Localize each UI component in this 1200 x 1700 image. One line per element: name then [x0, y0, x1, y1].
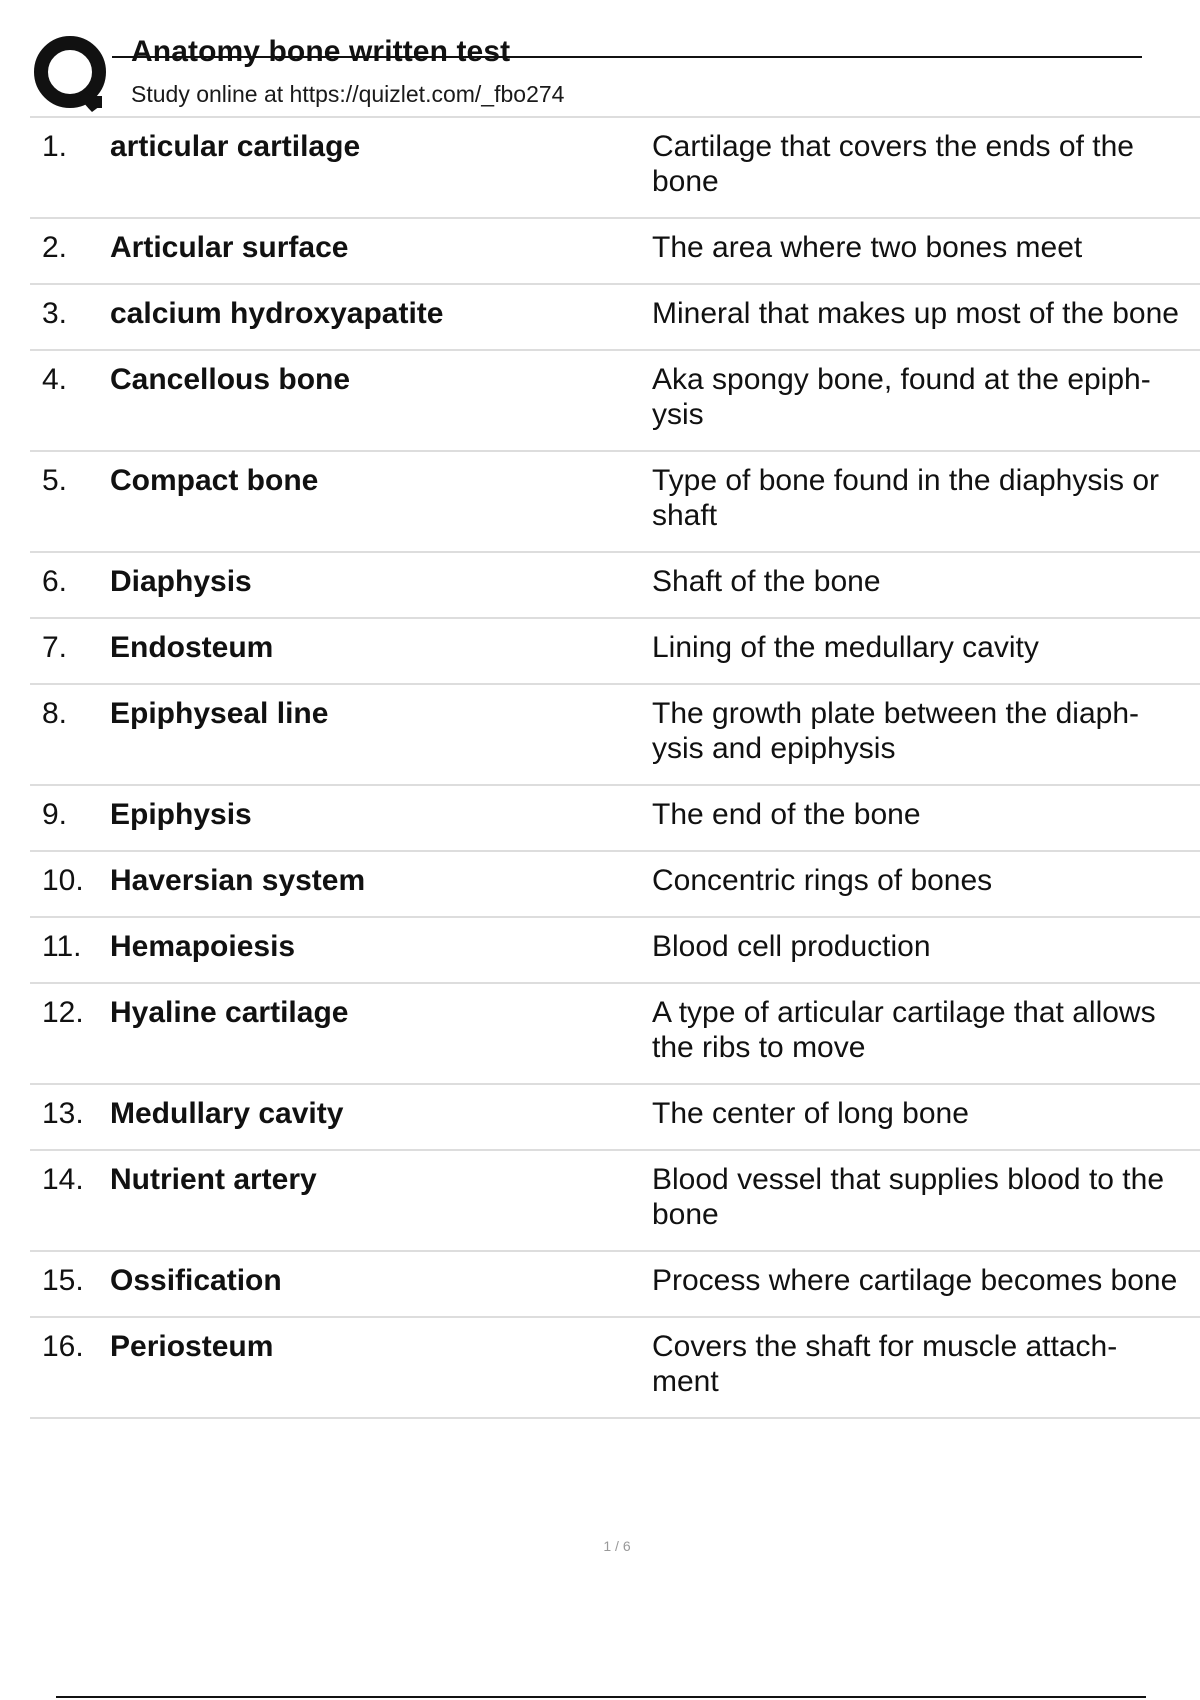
term-row [30, 984, 1200, 1085]
term-number: 11. [42, 930, 82, 963]
term-number: 9. [42, 798, 68, 831]
term-definition: Shaft of the bone [652, 565, 881, 598]
term-row [30, 1318, 1200, 1419]
term-name: Diaphysis [110, 565, 252, 598]
term-row [30, 219, 1200, 285]
term-row [30, 685, 1200, 786]
term-definition: Concentric rings of bones [652, 864, 993, 897]
term-name: Cancellous bone [110, 363, 351, 396]
term-definition: Lining of the medullary cavity [652, 631, 1039, 664]
term-number: 2. [42, 231, 68, 264]
term-definition: Blood cell production [652, 930, 931, 963]
term-number: 5. [42, 464, 68, 497]
term-name: Compact bone [110, 464, 319, 497]
term-row [30, 351, 1200, 452]
term-name: Haversian system [110, 864, 366, 897]
term-row [30, 118, 1200, 219]
terms-table [30, 116, 1200, 1419]
term-definition: A type of articular cartilage that allows the ribs to move [652, 996, 1156, 1064]
term-definition: Blood vessel that supplies blood to the bone [652, 1163, 1165, 1231]
term-number: 4. [42, 363, 68, 396]
term-row [30, 852, 1200, 918]
page-indicator: 1 / 6 [603, 1538, 631, 1554]
term-definition: Cartilage that covers the ends of the bone [652, 130, 1134, 198]
term-definition: Process where cartilage becomes bone [652, 1264, 1178, 1297]
term-number: 10. [42, 864, 84, 897]
term-number: 16. [42, 1330, 84, 1363]
term-number: 8. [42, 697, 68, 730]
study-online-link-text: Study online at https://quizlet.com/_fbo274 [131, 81, 565, 107]
term-definition: Type of bone found in the diaphysis or shaft [652, 464, 1160, 532]
term-number: 3. [42, 297, 68, 330]
term-definition: The center of long bone [652, 1097, 969, 1130]
term-name: Epiphyseal line [110, 697, 329, 730]
term-name: calcium hydroxyapatite [110, 297, 444, 330]
term-number: 6. [42, 565, 68, 598]
term-name: articular cartilage [110, 130, 361, 163]
term-name: Ossification [110, 1264, 282, 1297]
term-definition: The growth plate between the diaph- ysis and epiphysis [652, 697, 1139, 765]
term-name: Hyaline cartilage [110, 996, 349, 1029]
footer-rule [56, 1696, 1146, 1698]
term-row [30, 1085, 1200, 1151]
term-row [30, 1252, 1200, 1318]
term-row [30, 786, 1200, 852]
term-name: Articular surface [110, 231, 349, 264]
term-name: Epiphysis [110, 798, 252, 831]
term-name: Endosteum [110, 631, 274, 664]
term-name: Hemapoiesis [110, 930, 296, 963]
term-definition: The end of the bone [652, 798, 921, 831]
term-row [30, 1151, 1200, 1252]
term-name: Periosteum [110, 1330, 274, 1363]
term-number: 12. [42, 996, 84, 1029]
document-title: Anatomy bone written test [131, 35, 511, 68]
term-definition: Covers the shaft for muscle attach- ment [652, 1330, 1118, 1398]
term-name: Nutrient artery [110, 1163, 317, 1196]
term-definition: Aka spongy bone, found at the epiph- ysis [652, 363, 1151, 431]
term-number: 1. [42, 130, 68, 163]
quizlet-logo-icon [32, 34, 112, 114]
term-number: 13. [42, 1097, 84, 1130]
term-row [30, 553, 1200, 619]
term-row [30, 285, 1200, 351]
term-number: 14. [42, 1163, 84, 1196]
term-definition: Mineral that makes up most of the bone [652, 297, 1179, 330]
term-number: 15. [42, 1264, 84, 1297]
term-number: 7. [42, 631, 68, 664]
term-row [30, 918, 1200, 984]
term-definition: The area where two bones meet [652, 231, 1083, 264]
term-row [30, 452, 1200, 553]
term-row [30, 619, 1200, 685]
term-name: Medullary cavity [110, 1097, 344, 1130]
